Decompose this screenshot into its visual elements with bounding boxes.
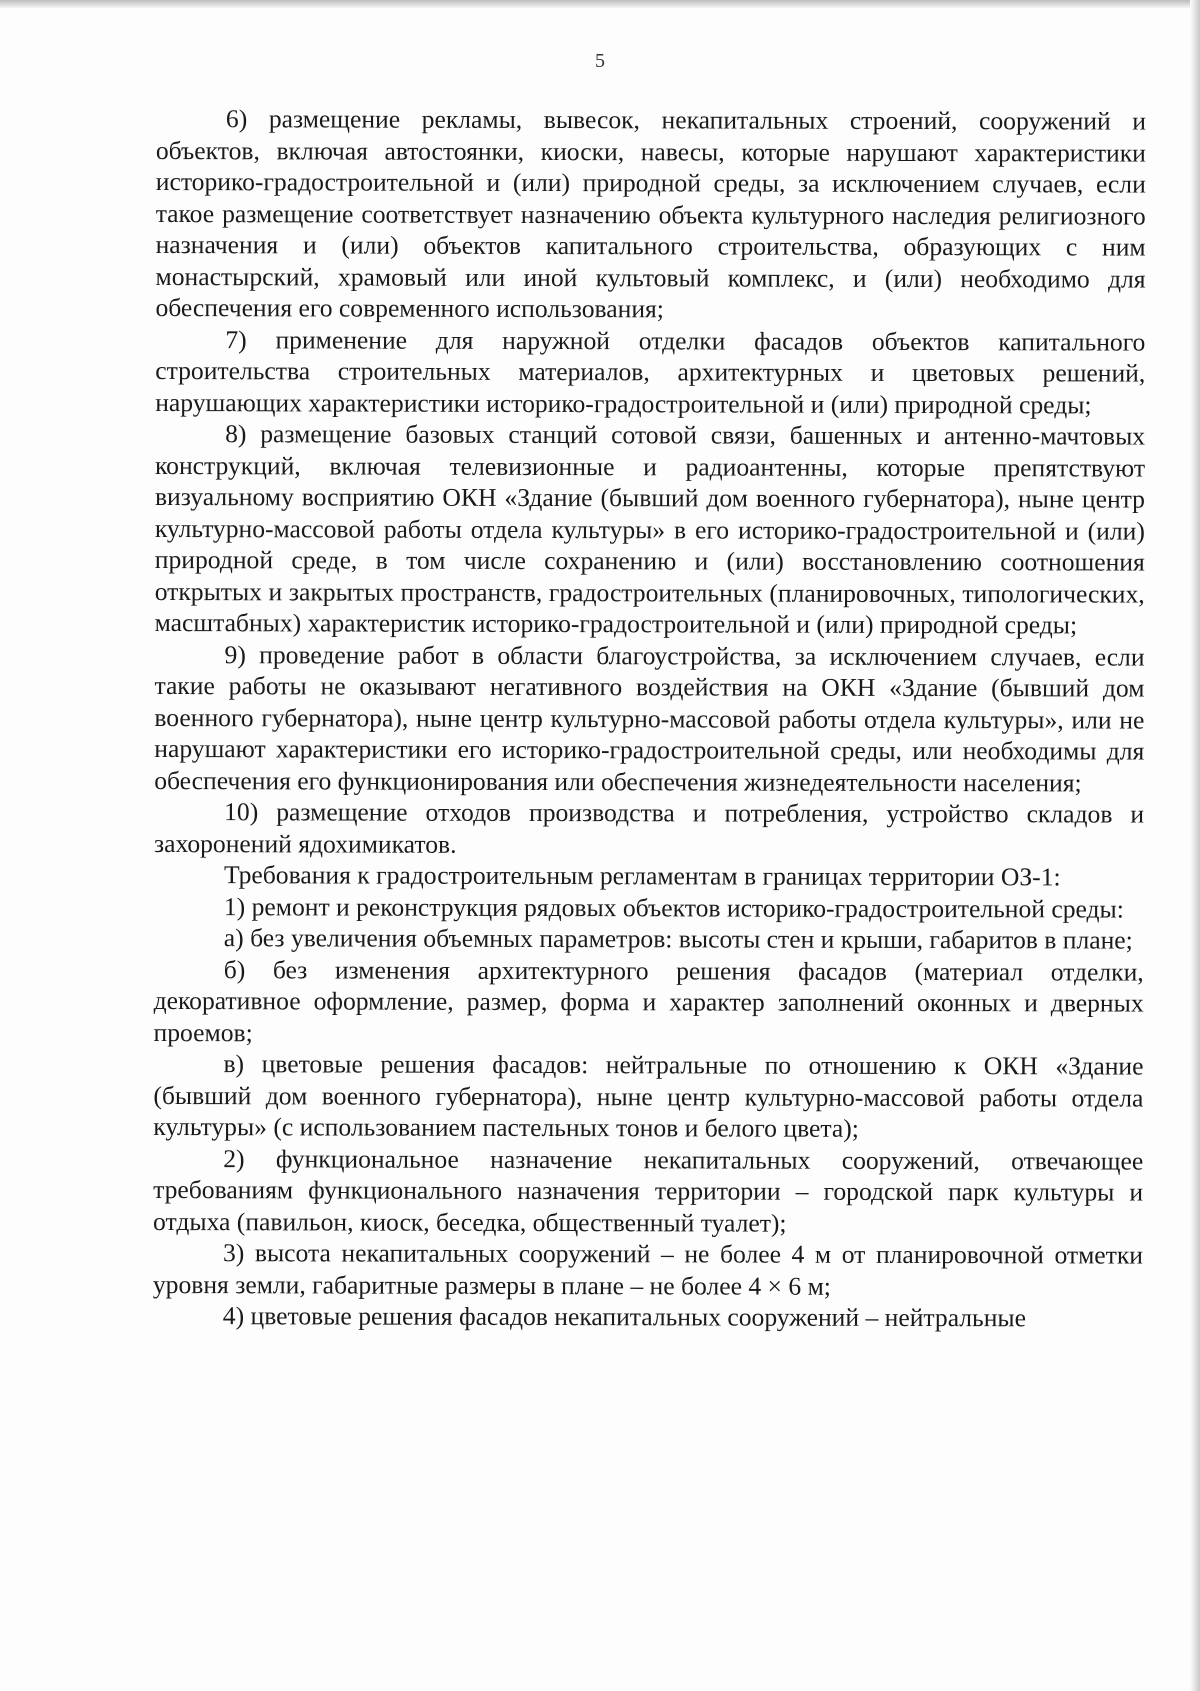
paragraph-req-3: 3) высота некапитальных сооружений – не более 4 м от планировочной отметки уровня земли, габаритные размеры в плане – не более 4 × 6 м; xyxy=(152,1238,1144,1301)
paragraph-requirements-heading: Требования к градостроительным регламентам в границах территории ОЗ-1: xyxy=(223,860,1061,892)
page-number: 5 xyxy=(595,50,605,72)
paragraph-req-1b: б) без изменения архитектурного решения фасадов (материал отделки, декоративное оформление, размер, форма и характер заполнений оконных и дверных проемов; xyxy=(153,954,1144,1047)
paragraph-item-7: 7) применение для наружной отделки фасадов объектов капитального строительства строительных материалов, архитектурных и цветовых решений, нарушающих характеристики историко-градостроительной и (или) природной среды; xyxy=(155,324,1146,419)
paragraph-item-9: 9) проведение работ в области благоустройства, за исключением случаев, если такие работы не оказывают негативного воздействия на ОКН «Здание (бывший дом военного губернатора), ныне центр культурно-массовой работы отдела культуры», или не нарушают характеристики его историко-градостроительной среды, или необходимы для обеспечения его функционирования или обеспечения жизнедеятельности населения; xyxy=(154,639,1145,797)
paragraph-req-1v: в) цветовые решения фасадов: нейтральные по отношению к ОКН «Здание (бывший дом военного губернатора), ныне центр культурно-массовой работы отдела культуры» (с использованием пастельных тонов и белого цвета); xyxy=(153,1049,1144,1143)
document-body xyxy=(153,103,1146,1334)
paragraph-item-10: 10) размещение отходов производства и потребления, устройство складов и захоронений ядохимикатов. xyxy=(154,797,1145,859)
paragraph-req-1a: а) без увеличения объемных параметров: высоты стен и крыши, габаритов в плане; xyxy=(223,923,1133,955)
paragraph-req-4: 4) цветовые решения фасадов некапитальных сооружений – нейтральные xyxy=(222,1301,1027,1333)
scan-edge-right xyxy=(1190,0,1200,1691)
paragraph-item-8: 8) размещение базовых станций сотовой связи, башенных и антенно-мачтовых конструкций, включая телевизионные и радиоантенны, которые препятствуют визуальному восприятию ОКН «Здание (бывший дом военного губернатора), ныне центр культурно-массовой работы отдела культуры» в его историко-градостроительной и (или) природной среде, в том числе сохранению и (или) восстановлению соотношения открытых и закрытых пространств, градостроительных (планировочных, типологических, масштабных) характеристик историко-градостроительной и (или) природной среды; xyxy=(154,419,1146,640)
paragraph-req-2: 2) функциональное назначение некапитальных сооружений, отвечающее требованиям функционального назначения территории – городской парк культуры и отдыха (павильон, киоск, беседка, общественный туалет); xyxy=(153,1143,1144,1238)
paragraph-item-6: 6) размещение рекламы, вывесок, некапитальных строений, сооружений и объектов, включая автостоянки, киоски, навесы, которые нарушают характеристики историко-градостроительной и (или) природной среды, за исключением случаев, если такое размещение соответствует назначению объекта культурного наследия религиозного назначения и (или) объектов капитального строительства, образующих с ним монастырский, храмовый или иной культовый комплекс, и (или) необходимо для обеспечения его современного использования; xyxy=(155,104,1146,324)
paragraph-req-1: 1) ремонт и реконструкция рядовых объектов историко-градостроительной среды: xyxy=(223,891,1124,924)
scan-edge-top xyxy=(0,0,1200,8)
